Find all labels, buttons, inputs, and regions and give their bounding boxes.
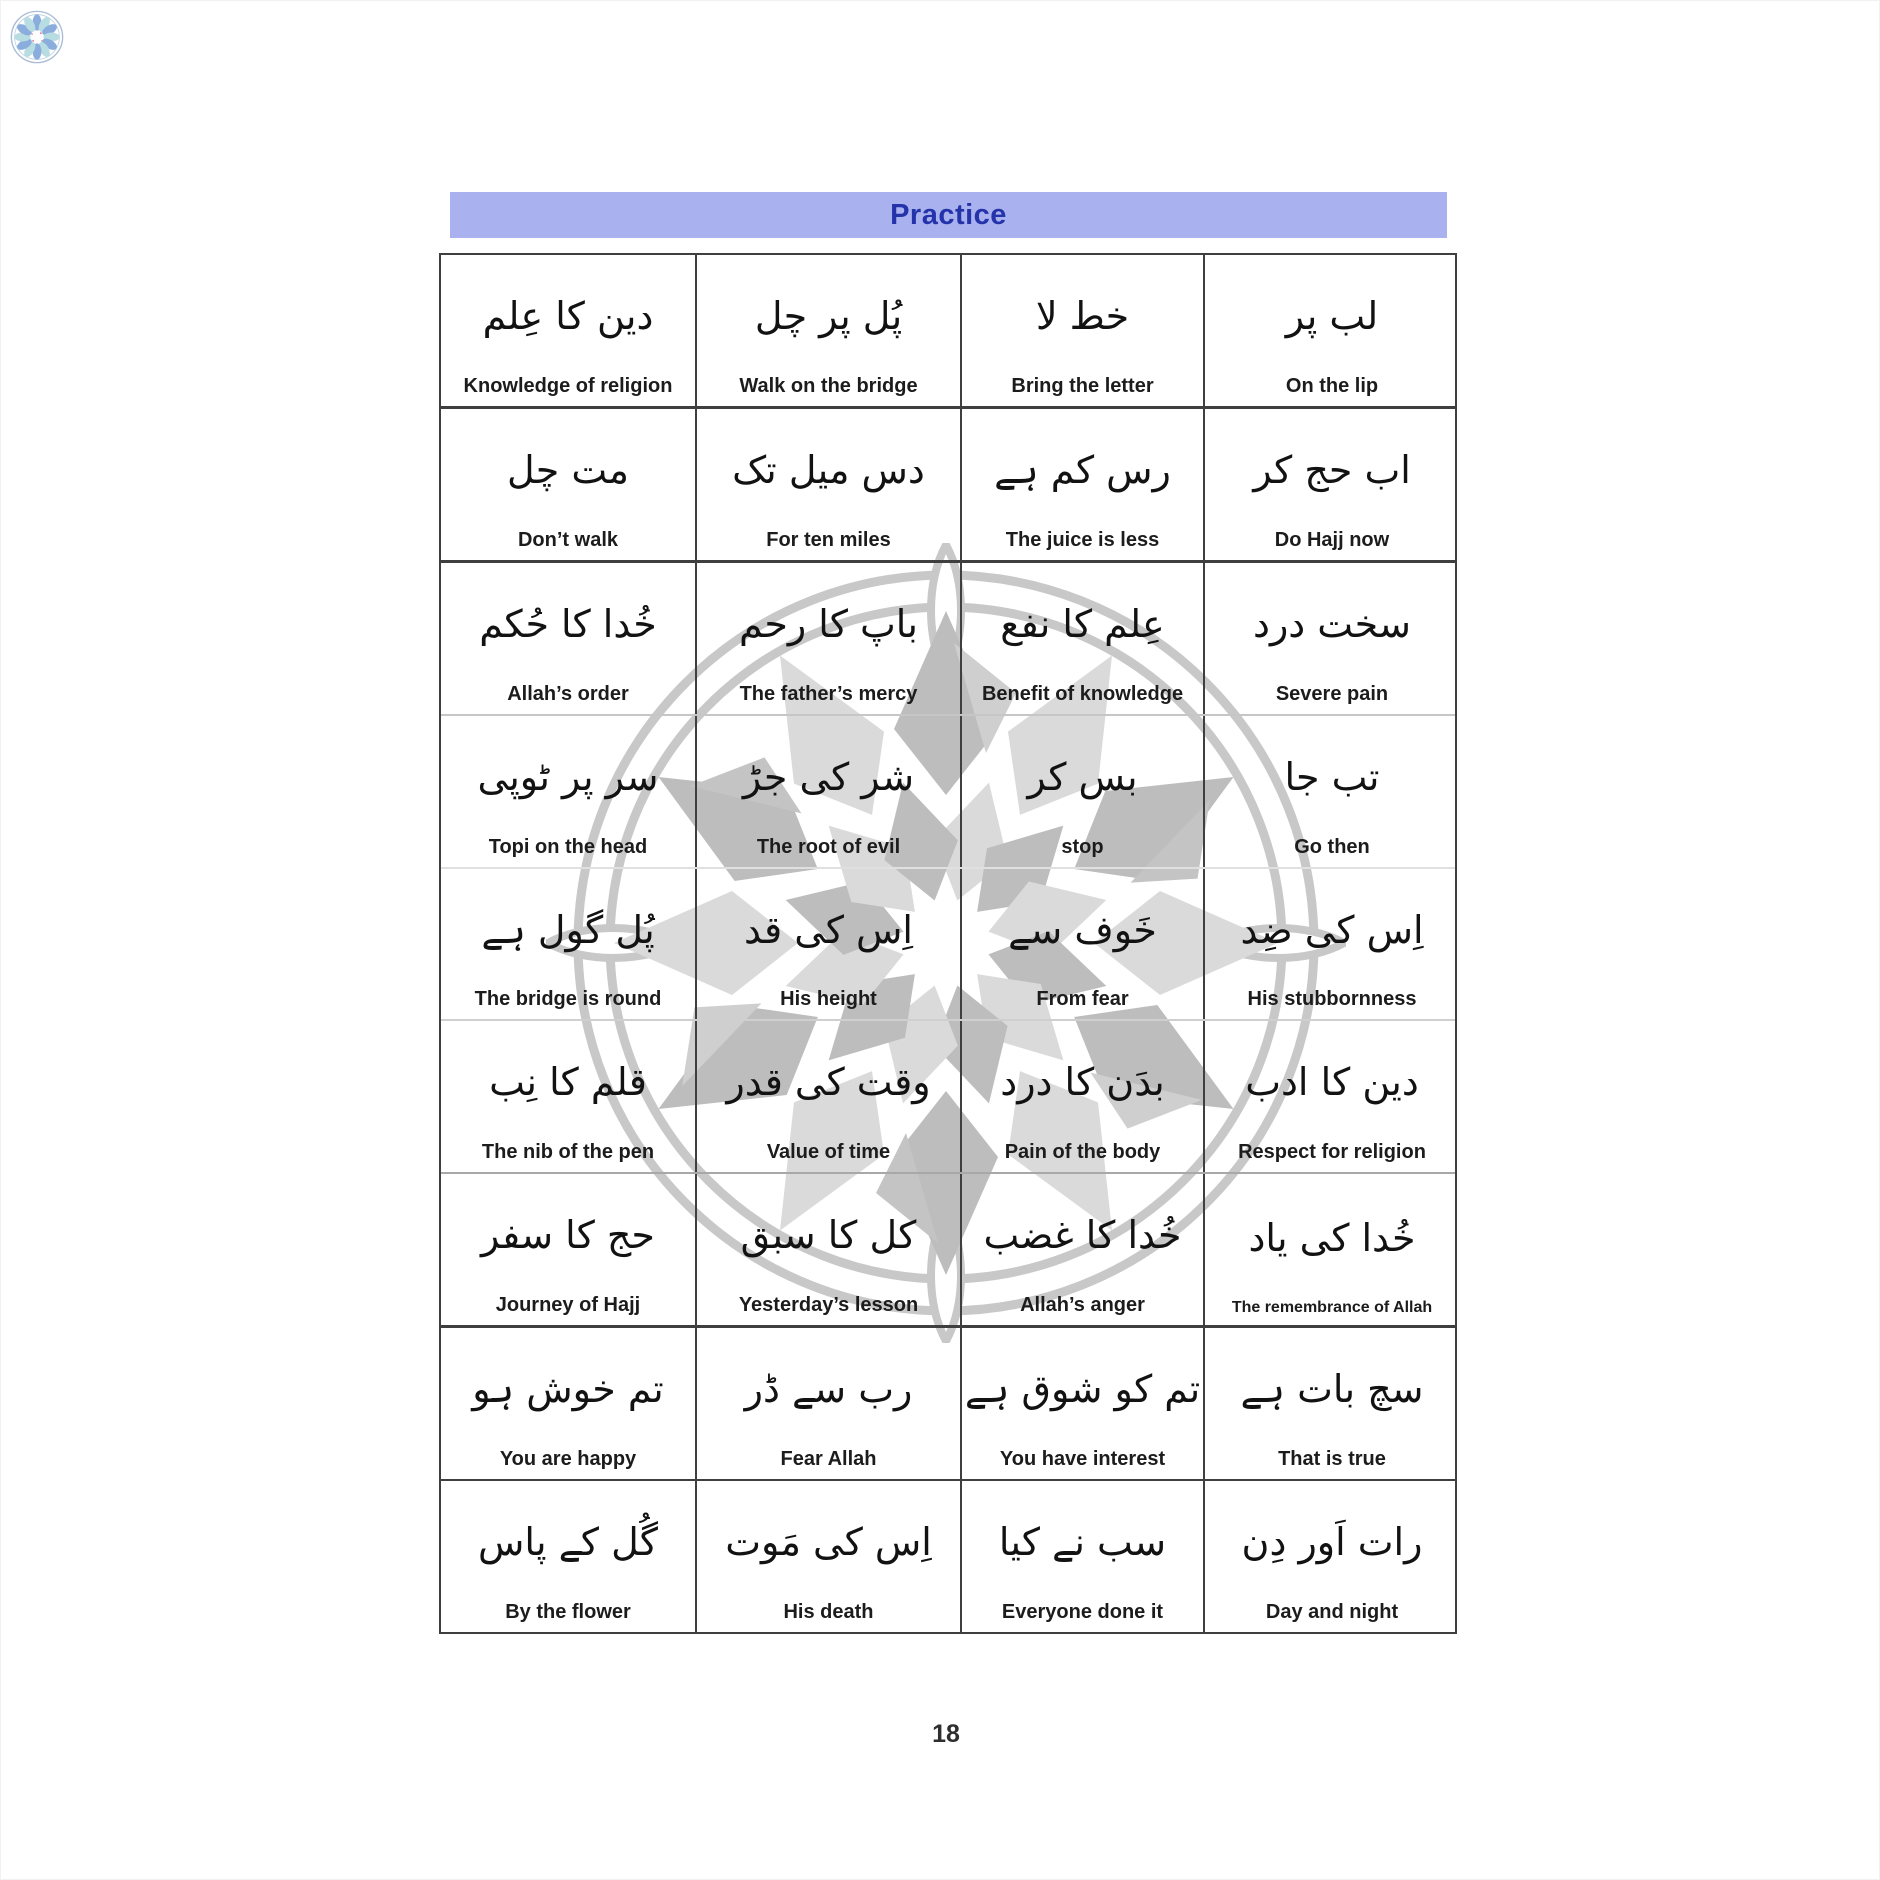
urdu-phrase: بدَن کا درد xyxy=(1000,1060,1165,1105)
english-translation: The root of evil xyxy=(756,835,901,858)
table-cell xyxy=(697,716,962,867)
table-cell xyxy=(962,1021,1205,1172)
urdu-phrase: دین کا عِلم xyxy=(482,294,654,338)
english-translation: His stubbornness xyxy=(1247,988,1417,1011)
table-cell xyxy=(962,255,1205,406)
english-translation: Fear Allah xyxy=(780,1448,877,1471)
english-translation: Pain of the body xyxy=(1004,1141,1161,1164)
english-translation: By the flower xyxy=(505,1601,631,1624)
urdu-phrase: کل کا سبق xyxy=(740,1213,917,1258)
table-cell xyxy=(697,1021,962,1172)
table-cell xyxy=(697,1328,962,1479)
table-cell xyxy=(441,409,697,560)
table-row xyxy=(441,1328,1455,1481)
urdu-phrase: پُل پر چل xyxy=(754,294,903,338)
english-translation: That is true xyxy=(1278,1448,1386,1471)
table-cell xyxy=(697,563,962,714)
table-row xyxy=(441,716,1455,869)
table-cell xyxy=(441,1021,697,1172)
urdu-phrase: رب سے ڈر xyxy=(744,1367,913,1412)
urdu-phrase: شر کی جڑ xyxy=(742,754,915,799)
urdu-phrase: دس میل تک xyxy=(732,447,925,492)
urdu-phrase: رات اَور دِن xyxy=(1241,1520,1423,1565)
urdu-phrase: خُدا کی یاد xyxy=(1248,1215,1416,1260)
english-translation: Knowledge of religion xyxy=(463,374,673,397)
urdu-phrase: پُل گول ہے xyxy=(481,907,655,952)
english-translation: Value of time xyxy=(766,1141,891,1164)
table-cell xyxy=(962,1481,1205,1632)
english-translation: Topi on the head xyxy=(488,835,648,858)
table-row xyxy=(441,563,1455,716)
table-cell xyxy=(697,1481,962,1632)
page-number: 18 xyxy=(932,1720,960,1748)
table-cell xyxy=(441,1328,697,1479)
english-translation: Allah’s order xyxy=(507,682,629,705)
urdu-phrase: اب حج کر xyxy=(1253,447,1411,492)
english-translation: His height xyxy=(780,988,877,1011)
table-cell xyxy=(1205,1174,1459,1325)
table-cell xyxy=(441,1481,697,1632)
table-row xyxy=(441,409,1455,563)
english-translation: Go then xyxy=(1294,835,1370,858)
practice-table xyxy=(439,253,1457,1634)
urdu-phrase: لب پر xyxy=(1285,294,1379,338)
urdu-phrase: گُل کے پاس xyxy=(478,1520,658,1565)
english-translation: Day and night xyxy=(1265,1601,1399,1624)
english-translation: Allah’s anger xyxy=(1020,1294,1145,1317)
table-cell xyxy=(962,1174,1205,1325)
urdu-phrase: دین کا ادب xyxy=(1245,1060,1419,1105)
table-row xyxy=(441,1021,1455,1174)
urdu-phrase: باپ کا رحم xyxy=(739,601,918,646)
table-cell xyxy=(962,716,1205,867)
english-translation: Journey of Hajj xyxy=(495,1294,641,1317)
table-cell xyxy=(441,255,697,406)
urdu-phrase: بس کر xyxy=(1027,754,1138,799)
urdu-phrase: خَوف سے xyxy=(1008,907,1157,952)
table-row xyxy=(441,1174,1455,1328)
urdu-phrase: خط لا xyxy=(1035,294,1130,338)
urdu-phrase: وقت کی قدر xyxy=(726,1060,931,1105)
english-translation: Respect for religion xyxy=(1238,1141,1426,1164)
table-cell xyxy=(697,409,962,560)
table-cell xyxy=(1205,716,1459,867)
page-title: Practice xyxy=(890,198,1007,231)
english-translation: Bring the letter xyxy=(1011,374,1154,397)
table-cell xyxy=(962,1328,1205,1479)
table-cell xyxy=(697,255,962,406)
english-translation: Benefit of knowledge xyxy=(981,682,1184,705)
table-cell xyxy=(697,1174,962,1325)
table-row xyxy=(441,1481,1455,1632)
table-cell xyxy=(697,869,962,1020)
english-translation: stop xyxy=(1061,835,1104,858)
english-translation: Everyone done it xyxy=(1001,1601,1164,1624)
urdu-phrase: تم خوش ہو xyxy=(472,1367,664,1412)
section-header xyxy=(450,192,1447,238)
rosette-logo-icon xyxy=(8,8,66,66)
english-translation: The remembrance of Allah xyxy=(1231,1298,1433,1316)
table-cell xyxy=(962,563,1205,714)
table-cell xyxy=(441,716,697,867)
table-cell xyxy=(1205,1328,1459,1479)
english-translation: The bridge is round xyxy=(474,988,662,1011)
urdu-phrase: سخت درد xyxy=(1253,601,1411,646)
english-translation: The nib of the pen xyxy=(481,1141,655,1164)
urdu-phrase: حج کا سفر xyxy=(481,1213,655,1258)
urdu-phrase: عِلم کا نفع xyxy=(1000,601,1165,646)
table-cell xyxy=(1205,1021,1459,1172)
urdu-phrase: سب نے کیا xyxy=(998,1520,1167,1565)
urdu-phrase: رس کم ہے xyxy=(994,447,1171,492)
english-translation: You are happy xyxy=(499,1448,637,1471)
urdu-phrase: قلم کا نِب xyxy=(489,1060,647,1105)
urdu-phrase: اِس کی مَوت xyxy=(725,1520,932,1565)
english-translation: Don’t walk xyxy=(517,528,618,551)
table-cell xyxy=(441,869,697,1020)
urdu-phrase: سر پر ٹوپی xyxy=(477,754,659,799)
english-translation: Yesterday’s lesson xyxy=(738,1294,919,1317)
english-translation: The juice is less xyxy=(1005,528,1160,551)
urdu-phrase: خُدا کا غضب xyxy=(983,1213,1182,1258)
table-row xyxy=(441,869,1455,1022)
table-cell xyxy=(1205,869,1459,1020)
table-cell xyxy=(1205,1481,1459,1632)
table-cell xyxy=(962,869,1205,1020)
table-cell xyxy=(1205,255,1459,406)
urdu-phrase: تم کو شوق ہے xyxy=(964,1367,1201,1412)
english-translation: Severe pain xyxy=(1275,682,1389,705)
english-translation: For ten miles xyxy=(766,528,891,551)
table-cell xyxy=(441,1174,697,1325)
table-cell xyxy=(1205,409,1459,560)
urdu-phrase: خُدا کا حُکم xyxy=(479,601,657,646)
urdu-phrase: اِس کی قد xyxy=(744,907,913,952)
urdu-phrase: اِس کی ضِد xyxy=(1240,907,1424,952)
urdu-phrase: تب جا xyxy=(1284,754,1380,799)
english-translation: From fear xyxy=(1036,988,1129,1011)
english-translation: Do Hajj now xyxy=(1274,528,1390,551)
table-cell xyxy=(962,409,1205,560)
table-row xyxy=(441,255,1455,409)
urdu-phrase: مت چل xyxy=(506,447,629,492)
english-translation: On the lip xyxy=(1285,374,1379,397)
urdu-phrase: سچ بات ہے xyxy=(1240,1367,1424,1412)
english-translation: You have interest xyxy=(999,1448,1166,1471)
table-cell xyxy=(441,563,697,714)
english-translation: The father’s mercy xyxy=(739,682,918,705)
english-translation: Walk on the bridge xyxy=(739,374,918,397)
table-cell xyxy=(1205,563,1459,714)
english-translation: His death xyxy=(783,1601,874,1624)
